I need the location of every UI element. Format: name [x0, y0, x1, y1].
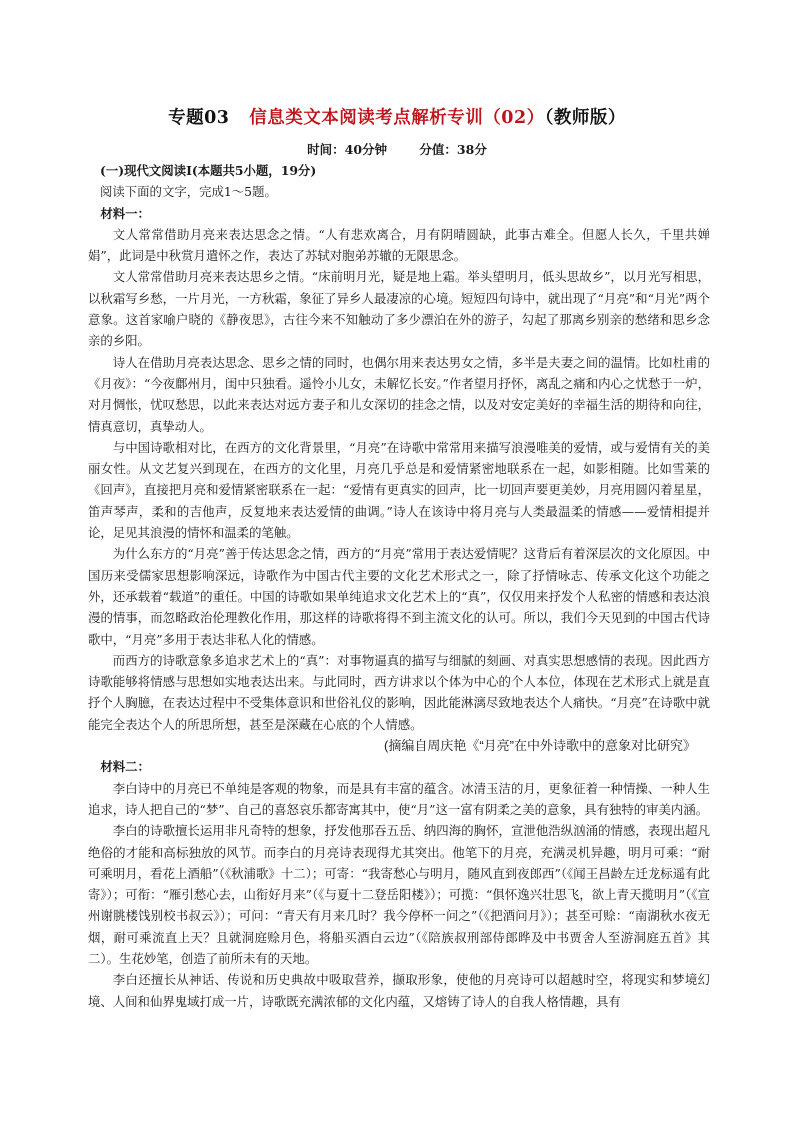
title-suffix: （教师版）: [544, 108, 626, 128]
material-2-paragraph: 李白诗中的月亮已不单纯是客观的物象，而是具有丰富的蕴含。冰清玉洁的月，更象征着一种情操、一种人生追求，诗人把自己的“梦”、自己的喜怒哀乐都寄寓其中，使“月”这一富有阴柔之美的意象，具有独特的审美内涵。: [88, 780, 710, 817]
document-body: [88, 160, 710, 1012]
material-2-paragraph: 李白的诗歌擅长运用非凡奇特的想象，抒发他那吞五岳、纳四海的胸怀，宣泄他浩纵汹涌的情感，表现出超凡绝俗的才能和高标独放的风节。而李白的月亮诗表现得尤其突出。他笔下的月亮，充满灵机异趣，明月可乘：“耐可乘明月，看花上酒船”（《秋浦歌》十二）；可寄：“我寄愁心与明月，随风直到夜郎西”（《闻王昌龄左迁龙标遥有此寄》）；可衔：“雁引愁心去，山衔好月来”（《与夏十二登岳阳楼》）；可揽：“俱怀逸兴壮思飞，欲上青天揽明月”（《宣州谢朓楼饯别校书叔云》）；可问：“青天有月来几时？我今停杯一问之”（《把酒问月》）；甚至可赊：“南湖秋水夜无烟，耐可乘流直上天？且就洞庭赊月色，将船买酒白云边”（《陪族叔刑部侍郎晔及中书贾舍人至游洞庭五首》其二）。生花妙笔，创造了前所未有的天地。: [88, 823, 710, 966]
material-1-label: 材料一：: [100, 205, 150, 221]
exam-meta: [0, 140, 794, 158]
title-main: 信息类文本阅读考点解析专训（02）: [249, 108, 545, 128]
material-2-paragraph: 李白还擅长从神话、传说和历史典故中吸取营养，撷取形象，使他的月亮诗可以超越时空，将现实和梦境幻境、人间和仙界鬼域打成一片，诗歌既充满浓郁的文化内蕴，又熔铸了诗人的自我人格情趣，具有: [88, 972, 710, 1009]
material-1-paragraph: 为什么东方的“月亮”善于传达思念之情，西方的“月亮”常用于表达爱情呢？这背后有着深层次的文化原因。中国历来受儒家思想影响深远，诗歌作为中国古代主要的文化艺术形式之一，除了抒情咏志、传承文化这个功能之外，还承载着“载道”的重任。中国的诗歌如果单纯追求文化艺术上的“真”，仅仅用来抒发个人私密的情感和表达浪漫的情事，而忽略政治伦理教化作用，那这样的诗歌将得不到主流文化的认可。所以，我们今天见到的中国古代诗歌中，“月亮”多用于表达非私人化的情感。: [88, 546, 710, 647]
page-title: [0, 104, 794, 129]
total-score: 分值：38分: [419, 142, 487, 157]
material-1-paragraph: 而西方的诗歌意象多追求艺术上的“真”：对事物逼真的描写与细腻的刻画、对真实思想感情的表现。因此西方诗歌能够将情感与思想如实地表达出来。与此同时，西方讲求以个体为中心的个人本位，体现在艺术形式上就是直抒个人胸臆，在表达过程中不受集体意识和世俗礼仪的影响，因此能淋漓尽致地表达个人痛快。“月亮”在诗歌中就能完全表达个人的所思所想，甚至是深藏在心底的个人情感。: [88, 652, 710, 732]
time-limit: 时间：40分钟: [307, 142, 388, 157]
material-1-paragraph: 诗人在借助月亮表达思念、思乡之情的同时，也偶尔用来表达男女之情，多半是夫妻之间的温情。比如杜甫的《月夜》：“今夜鄜州月，闺中只独看。遥怜小儿女，未解忆长安。”作者望月抒怀，离乱之痛和内心之忧愁于一炉，对月惆怅，忧叹愁思，以此来表达对远方妻子和儿女深切的挂念之情，以及对安定美好的幸福生活的期待和向往，情真意切，真挚动人。: [88, 354, 710, 434]
section-heading: (一)现代文阅读Ⅰ(本题共5小题，19分): [100, 163, 317, 178]
material-1-source: (摘编自周庆艳《“月亮”在中外诗歌中的意象对比研究》: [384, 738, 696, 754]
material-1-paragraph: 与中国诗歌相对比，在西方的文化背景里，“月亮”在诗歌中常常用来描写浪漫唯美的爱情，或与爱情有关的美丽女性。从文艺复兴到现在，在西方的文化里，月亮几乎总是和爱情紧密地联系在一起，如影相随。比如雪莱的《回声》，直接把月亮和爱情紧密联系在一起：“爱情有更真实的回声，比一切回声要更美妙，月亮用圆闪着星星，笛声琴声，柔和的吉他声，反复地来表达爱情的曲调。”诗人在该诗中将月亮与人类最温柔的情感——爱情相提并论，足见其浪漫的情怀和温柔的笔触。: [88, 439, 710, 541]
material-1-paragraph: 文人常常借助月亮来表达思念之情。“人有悲欢离合，月有阴晴圆缺，此事古难全。但愿人长久，千里共婵娟”，此词是中秋赏月遣怀之作，表达了苏轼对胞弟苏辙的无限思念。: [88, 226, 710, 264]
material-1-paragraph: 文人常常借助月亮来表达思乡之情。“床前明月光，疑是地上霜。举头望明月，低头思故乡”，以月光写相思，以秋霜写乡愁，一片月光，一方秋霜，象征了异乡人最凄凉的心境。短短四句诗中，就出现了“月亮”和“月光”两个意象。这首家喻户晓的《静夜思》，古往今来不知触动了多少漂泊在外的游子，勾起了那离乡别亲的愁绪和思乡念亲的乡阳。: [88, 269, 710, 349]
section-instruction: 阅读下面的文字，完成1～5题。: [100, 184, 277, 200]
title-prefix: 专题03: [168, 108, 230, 128]
material-2-label: 材料二：: [100, 759, 150, 775]
